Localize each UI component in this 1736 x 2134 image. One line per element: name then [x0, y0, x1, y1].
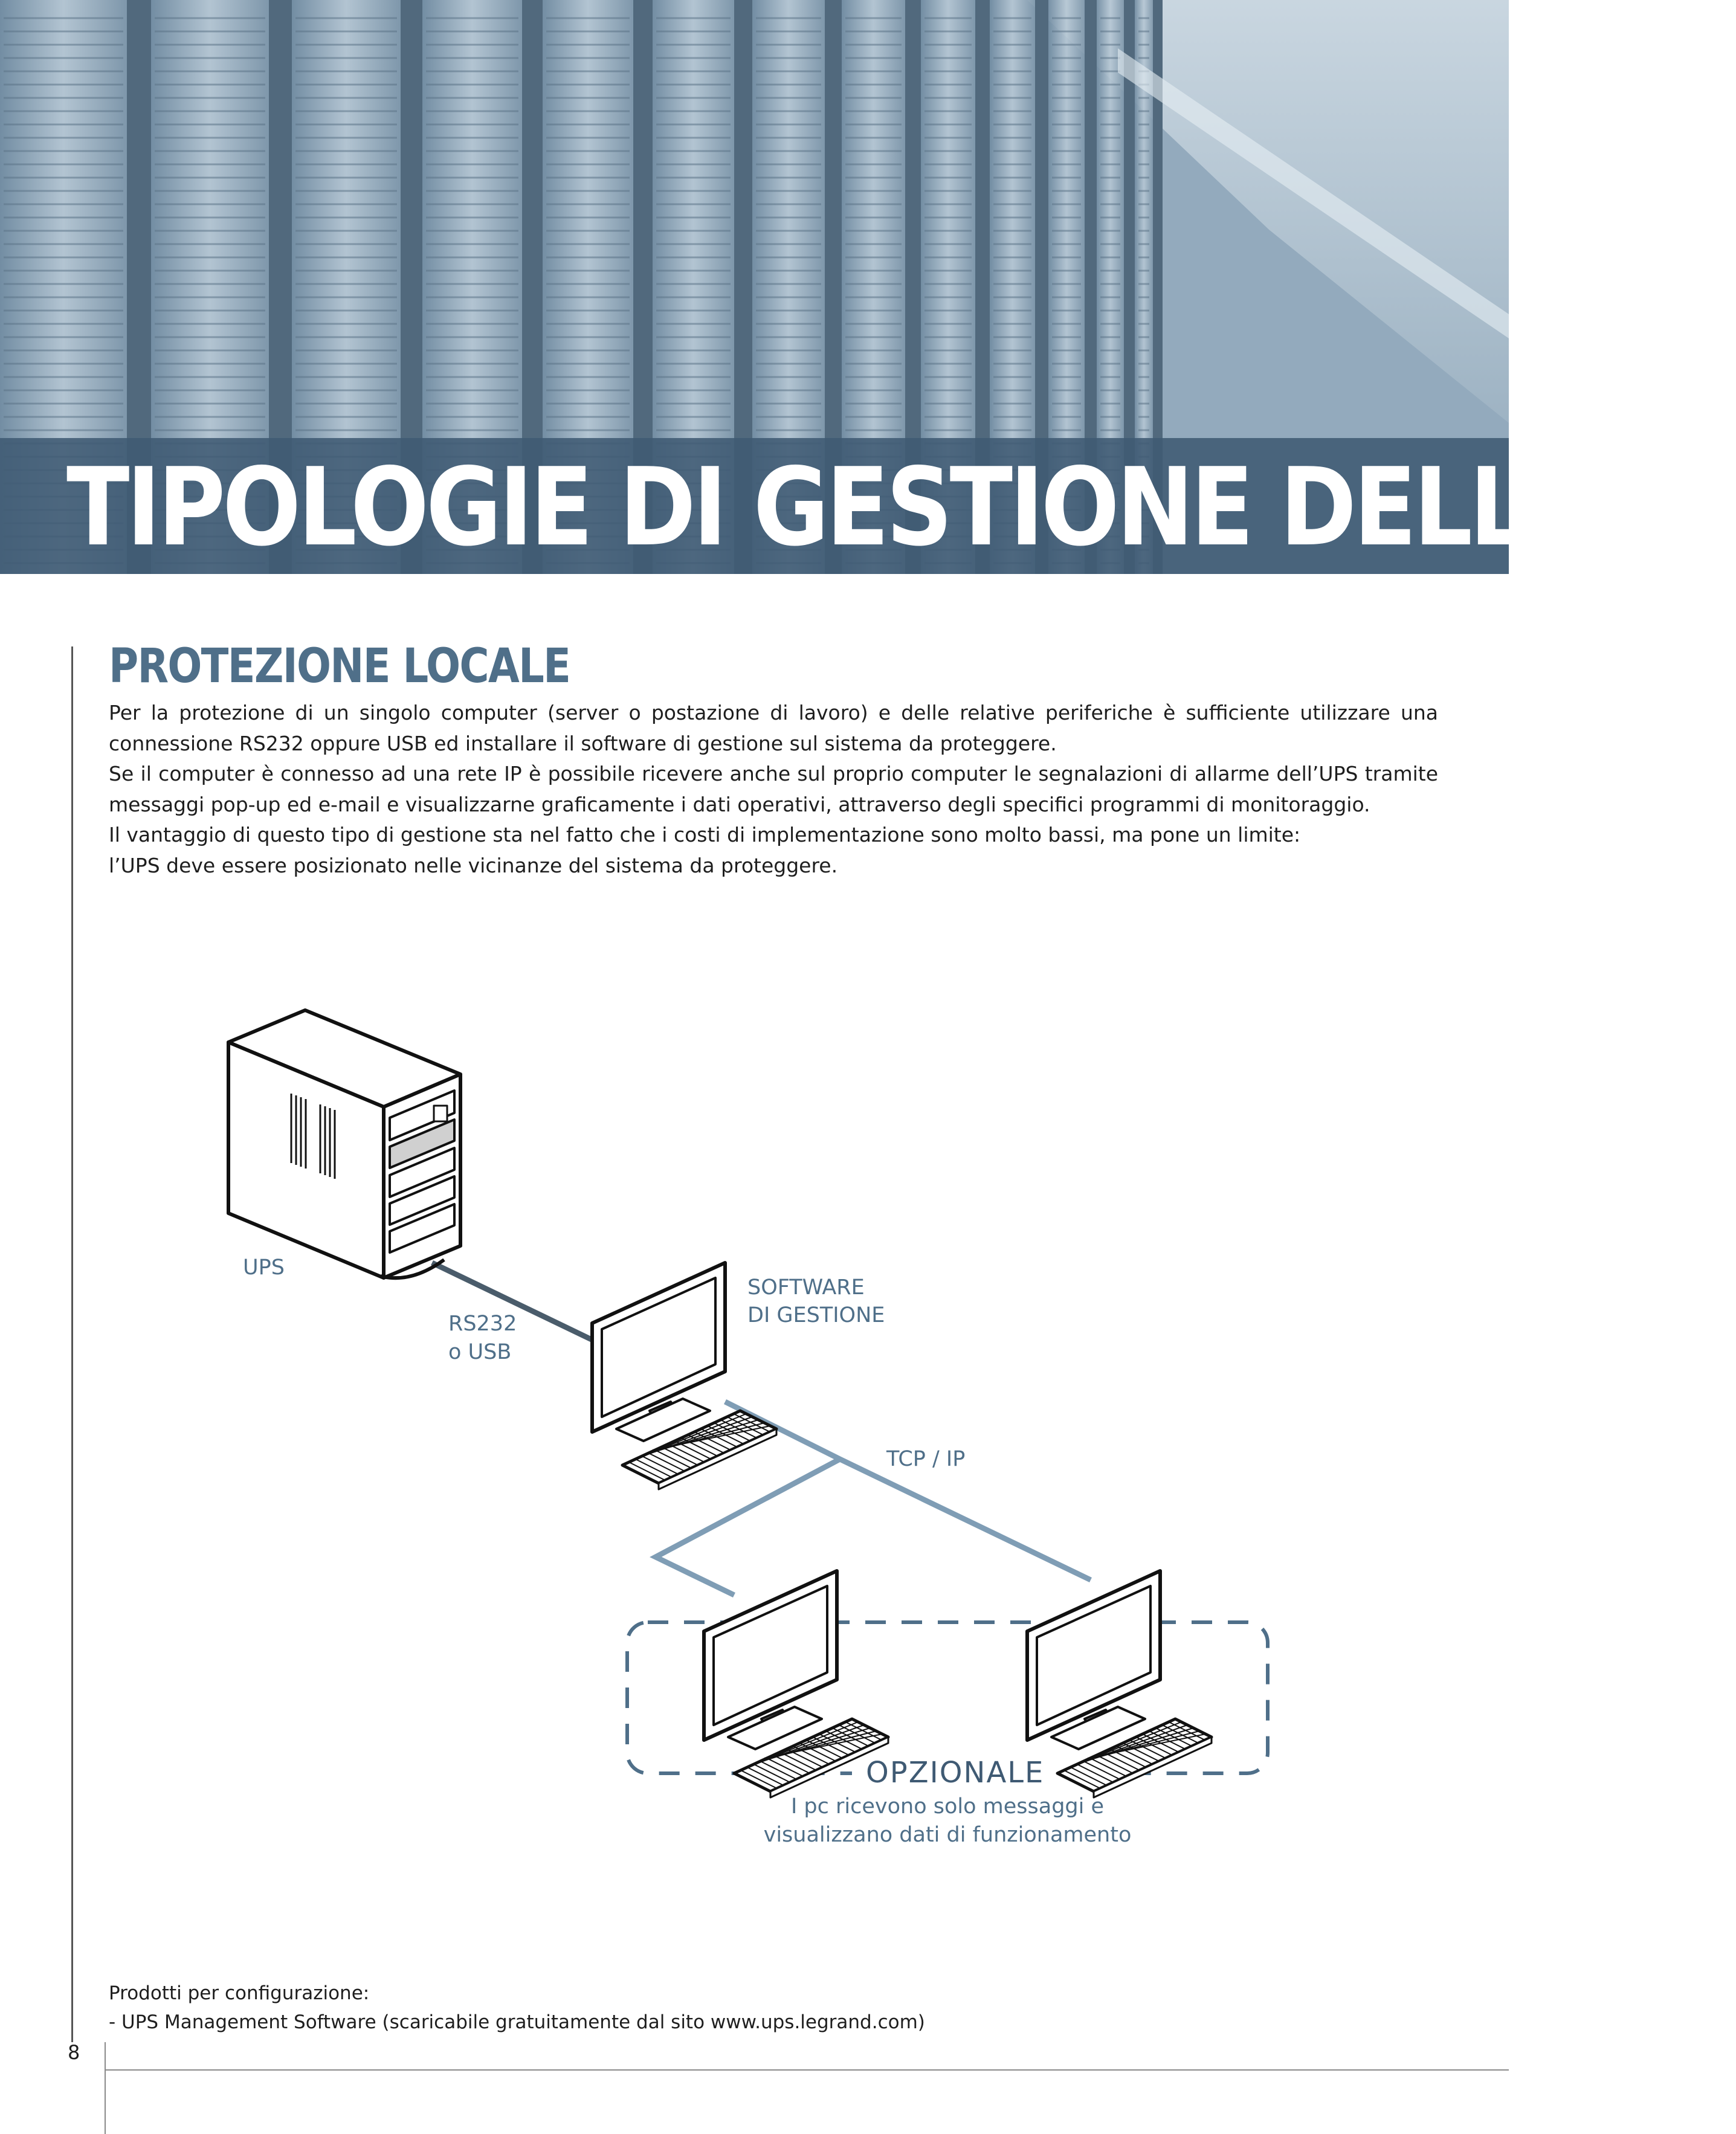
ups-label: UPS	[243, 1256, 285, 1280]
ups-tower-icon	[228, 1010, 460, 1278]
footer-rule	[106, 2069, 1509, 2071]
optional-pc-2-icon	[1027, 1571, 1212, 1797]
page-title: TIPOLOGIE DI GESTIONE DELL’UPS	[66, 445, 1736, 570]
body-line: connessione RS232 oppure USB ed installare il software di gestione sul sistema da proteggere.	[109, 731, 1057, 755]
software-label-line1: SOFTWARE	[747, 1275, 865, 1300]
section-title: PROTEZIONE LOCALE	[109, 639, 570, 694]
body-line: l’UPS deve essere posizionato nelle vicinanze del sistema da proteggere.	[109, 853, 838, 877]
section-body	[109, 698, 1438, 881]
network-line-branch	[656, 1459, 840, 1595]
link-label-line2: o USB	[448, 1340, 512, 1364]
products-heading: Prodotti per configurazione:	[109, 1982, 370, 2004]
optional-label: OPZIONALE	[866, 1756, 1045, 1790]
products-note	[109, 1979, 925, 2037]
body-line: Se il computer è connesso ad una rete IP è possibile ricevere anche sul proprio computer le segnalazioni di allarme dell’UPS tramite	[109, 762, 1438, 785]
link-label-line1: RS232	[448, 1312, 517, 1336]
body-line: Il vantaggio di questo tipo di gestione sta nel fatto che i costi di implementazione sono molto bassi, ma pone un limite:	[109, 823, 1301, 846]
page-number: 8	[68, 2041, 80, 2064]
products-item: - UPS Management Software (scaricabile gratuitamente dal sito www.ups.legrand.com)	[109, 2011, 925, 2033]
body-line: messaggi pop-up ed e-mail e visualizzarne graficamente i dati operativi, attraverso degli specifici programmi di monitoraggio.	[109, 792, 1370, 816]
optional-description-line2: visualizzano dati di funzionamento	[763, 1823, 1132, 1847]
software-label-line2: DI GESTIONE	[747, 1303, 885, 1327]
footer-vertical-rule	[105, 2042, 106, 2134]
network-label: TCP / IP	[886, 1447, 966, 1471]
body-line: Per la protezione di un singolo computer (server o postazione di lavoro) e delle relative periferiche è sufficiente utilizzare una	[109, 701, 1438, 724]
optional-description-line1: I pc ricevono solo messaggi e	[790, 1794, 1105, 1819]
diagram-drawing	[0, 955, 1509, 1897]
network-diagram	[0, 955, 1509, 1897]
